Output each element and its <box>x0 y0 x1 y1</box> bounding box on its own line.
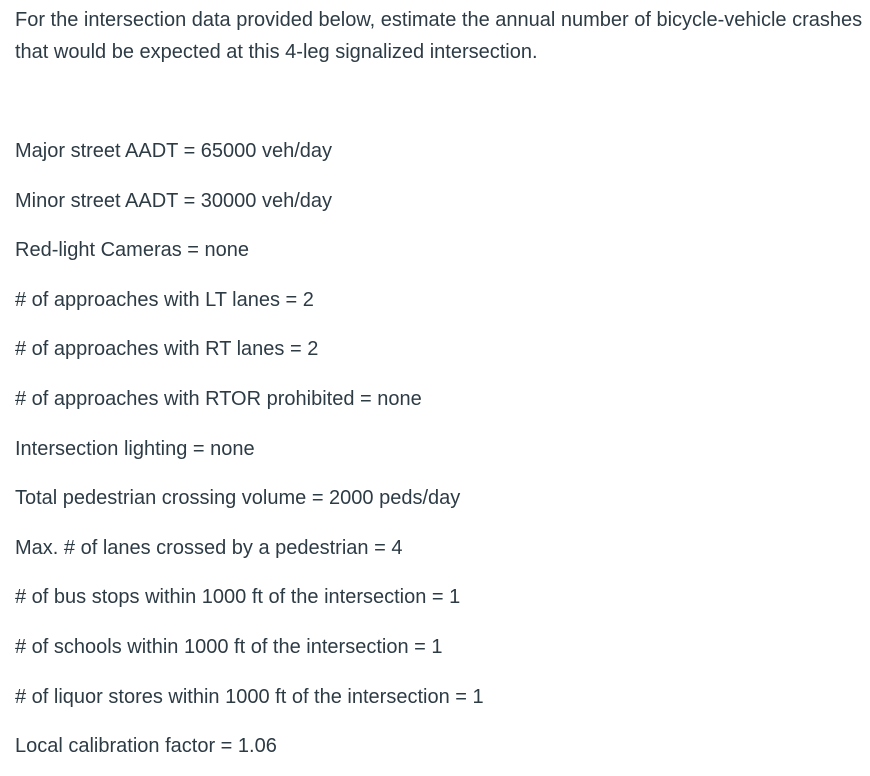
liquor-stores-count: # of liquor stores within 1000 ft of the intersection = 1 <box>15 685 484 708</box>
max-lanes-crossed: Max. # of lanes crossed by a pedestrian = 4 <box>15 536 403 559</box>
major-street-aadt: Major street AADT = 65000 veh/day <box>15 140 333 162</box>
rt-lane-approaches: # of approaches with RT lanes = 2 <box>15 338 319 361</box>
bus-stops-count: # of bus stops within 1000 ft of the intersection = 1 <box>15 586 461 609</box>
minor-street-aadt: Minor street AADT = 30000 veh/day <box>15 189 333 212</box>
schools-count: # of schools within 1000 ft of the intersection = 1 <box>15 635 443 658</box>
rtor-prohibited-approaches: # of approaches with RTOR prohibited = none <box>15 387 422 410</box>
question-text: For the intersection data provided below, estimate the annual number of bicycle-vehicle crashes that would be expected at this 4-leg signalized intersection. <box>15 9 863 63</box>
red-light-cameras: Red-light Cameras = none <box>15 239 250 262</box>
intersection-data-list <box>15 131 484 776</box>
pedestrian-crossing-volume: Total pedestrian crossing volume = 2000 peds/day <box>15 487 461 510</box>
lt-lane-approaches: # of approaches with LT lanes = 2 <box>15 288 314 311</box>
local-calibration-factor: Local calibration factor = 1.06 <box>15 735 277 758</box>
intersection-lighting: Intersection lighting = none <box>15 437 255 460</box>
